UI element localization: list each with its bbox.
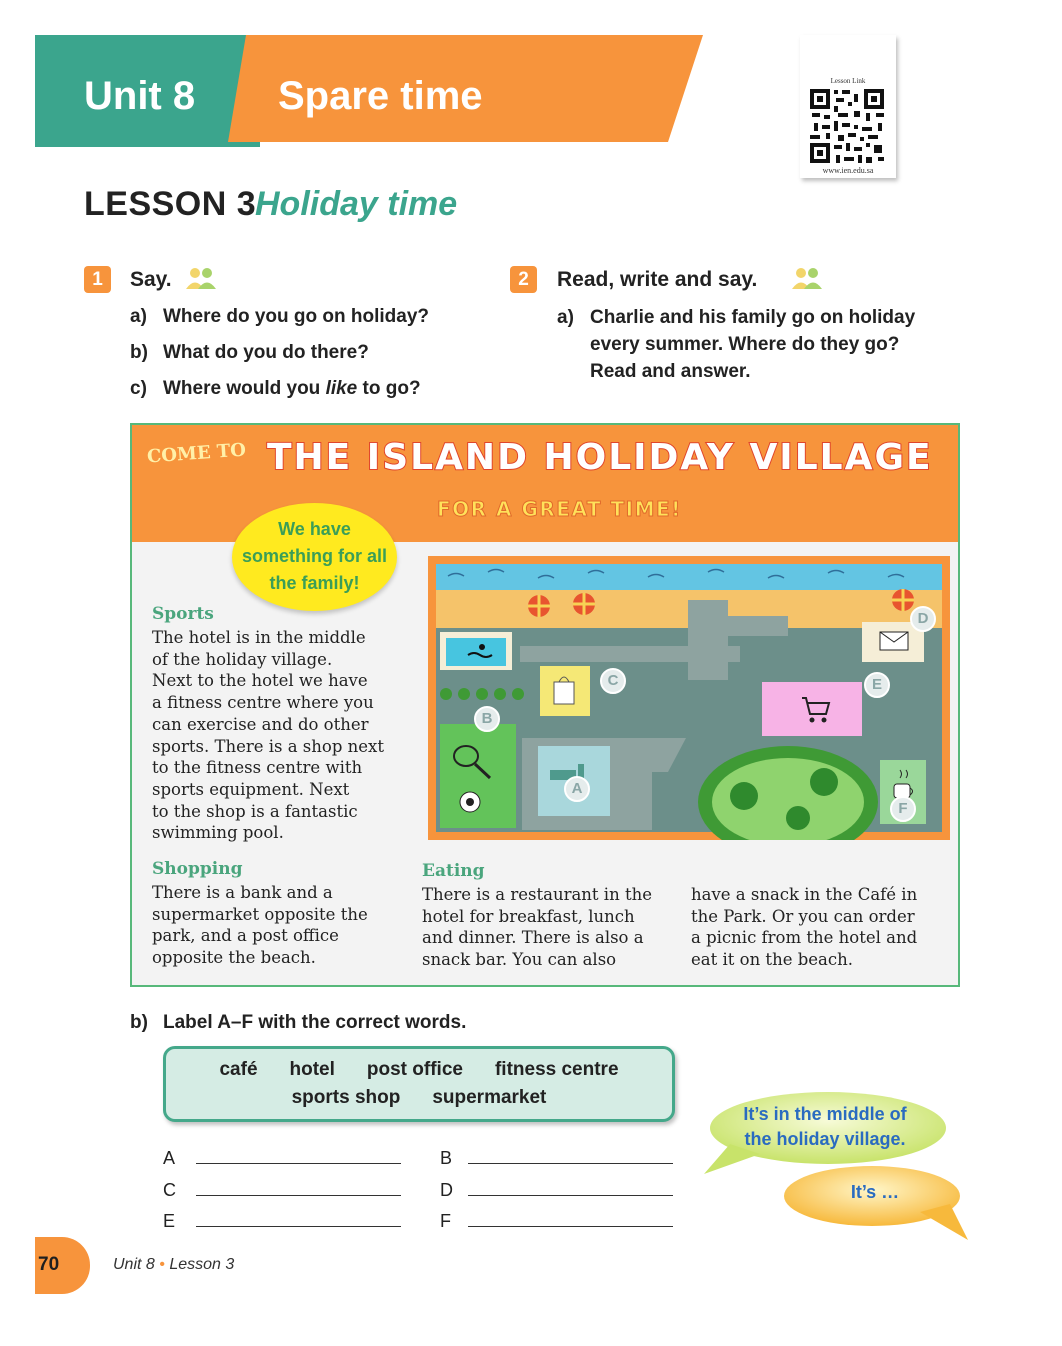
poster-come-to: COME TO: [146, 439, 247, 468]
word-item: café: [219, 1059, 258, 1080]
speech-bubble-orange-text: It’s …: [850, 1182, 900, 1202]
word-item: fitness centre: [494, 1059, 619, 1080]
exercise-1-heading: Say.: [130, 268, 172, 291]
pair-work-icon: [790, 267, 824, 289]
football-icon: [460, 792, 480, 812]
family-bubble: [232, 503, 397, 611]
map-label-c: C: [600, 668, 626, 694]
speech-bubble-green-text: It’s in the middle of the holiday village.: [743, 1104, 907, 1149]
answer-line-a[interactable]: [196, 1163, 401, 1164]
footer-lesson-ref: Unit 8 • Lesson 3: [113, 1256, 235, 1273]
answer-line-b[interactable]: [468, 1163, 673, 1164]
eating-text-2: have a snack in the Café in the Park. Or you can order a picnic from the hotel and eat it on the beach.: [691, 885, 918, 970]
answer-line-c[interactable]: [196, 1195, 401, 1196]
poster-subtitle: FOR A GREAT TIME!: [437, 497, 682, 521]
exercise-1-question-a: a) Where do you go on holiday?: [130, 306, 429, 327]
village-map: [428, 556, 950, 840]
word-item: post office: [366, 1059, 463, 1080]
eating-title: Eating: [422, 861, 485, 881]
family-bubble-text: We have something for all the family!: [241, 519, 387, 593]
pair-work-icon: [184, 267, 218, 289]
answer-letter-a: A: [163, 1148, 176, 1168]
holiday-village-poster: [130, 423, 960, 987]
lesson-title: Holiday time: [255, 185, 458, 223]
sports-text: The hotel is in the middle of the holiday village. Next to the hotel we have a fitness centre where you can exercise and do other sports. There is a shop next to the fitness centre with sports equipment. Next to the shop is a fantastic swimming pool.: [152, 628, 384, 843]
word-item: sports shop: [291, 1087, 401, 1108]
answer-line-d[interactable]: [468, 1195, 673, 1196]
shopping-title: Shopping: [152, 859, 243, 879]
exercise-1-question-c: c) Where would you like to go?: [130, 378, 421, 399]
map-label-b: B: [474, 706, 500, 732]
qr-card[interactable]: [800, 35, 896, 178]
eating-text-1: There is a restaurant in the hotel for breakfast, lunch and dinner. There is also a snack bar. You can also: [422, 885, 652, 970]
answer-letter-e: E: [163, 1211, 176, 1231]
speech-bubble-orange: [780, 1164, 970, 1242]
answer-letter-d: D: [440, 1180, 453, 1200]
exercise-2-label-a: a): [557, 307, 574, 328]
exercise-1-number: 1: [84, 266, 111, 293]
answer-line-e[interactable]: [196, 1226, 401, 1227]
page-number: 70: [38, 1254, 60, 1275]
exercise-2-instruction: Charlie and his family go on holiday every summer. Where do they go? Read and answer.: [590, 307, 916, 382]
word-item: hotel: [289, 1059, 335, 1080]
unit-title: Spare time: [278, 74, 483, 118]
map-label-a: A: [564, 776, 590, 802]
exercise-2-number: 2: [510, 266, 537, 293]
word-bank-row-2: [166, 1087, 672, 1109]
envelope-icon: [880, 632, 908, 650]
map-label-d: D: [910, 606, 936, 632]
map-label-e: E: [864, 672, 890, 698]
qr-url: www.ien.edu.sa: [822, 166, 874, 175]
exercise-2-heading: Read, write and say.: [557, 268, 758, 291]
word-item: supermarket: [432, 1087, 547, 1108]
unit-label: Unit 8: [84, 74, 196, 118]
answer-letter-f: F: [440, 1211, 451, 1231]
lesson-label: LESSON 3: [84, 185, 257, 223]
map-label-f: F: [890, 796, 916, 822]
qr-code-icon[interactable]: [808, 87, 886, 165]
answer-letter-b: B: [440, 1148, 453, 1168]
answer-line-f[interactable]: [468, 1226, 673, 1227]
word-bank: [163, 1046, 675, 1122]
poster-title: THE ISLAND HOLIDAY VILLAGE: [267, 437, 933, 478]
sea: [436, 564, 942, 590]
sports-title: Sports: [152, 604, 214, 624]
qr-caption: Lesson Link: [830, 77, 866, 85]
exercise-1-question-b: b) What do you do there?: [130, 342, 369, 363]
shopping-text: There is a bank and a supermarket opposite the park, and a post office opposite the beach.: [152, 883, 368, 968]
word-bank-row-1: [166, 1059, 672, 1081]
supermarket-building: [762, 682, 862, 736]
answer-letter-c: C: [163, 1180, 176, 1200]
exercise-b-instruction: b) Label A–F with the correct words.: [130, 1012, 467, 1033]
tennis-court: [440, 724, 516, 828]
